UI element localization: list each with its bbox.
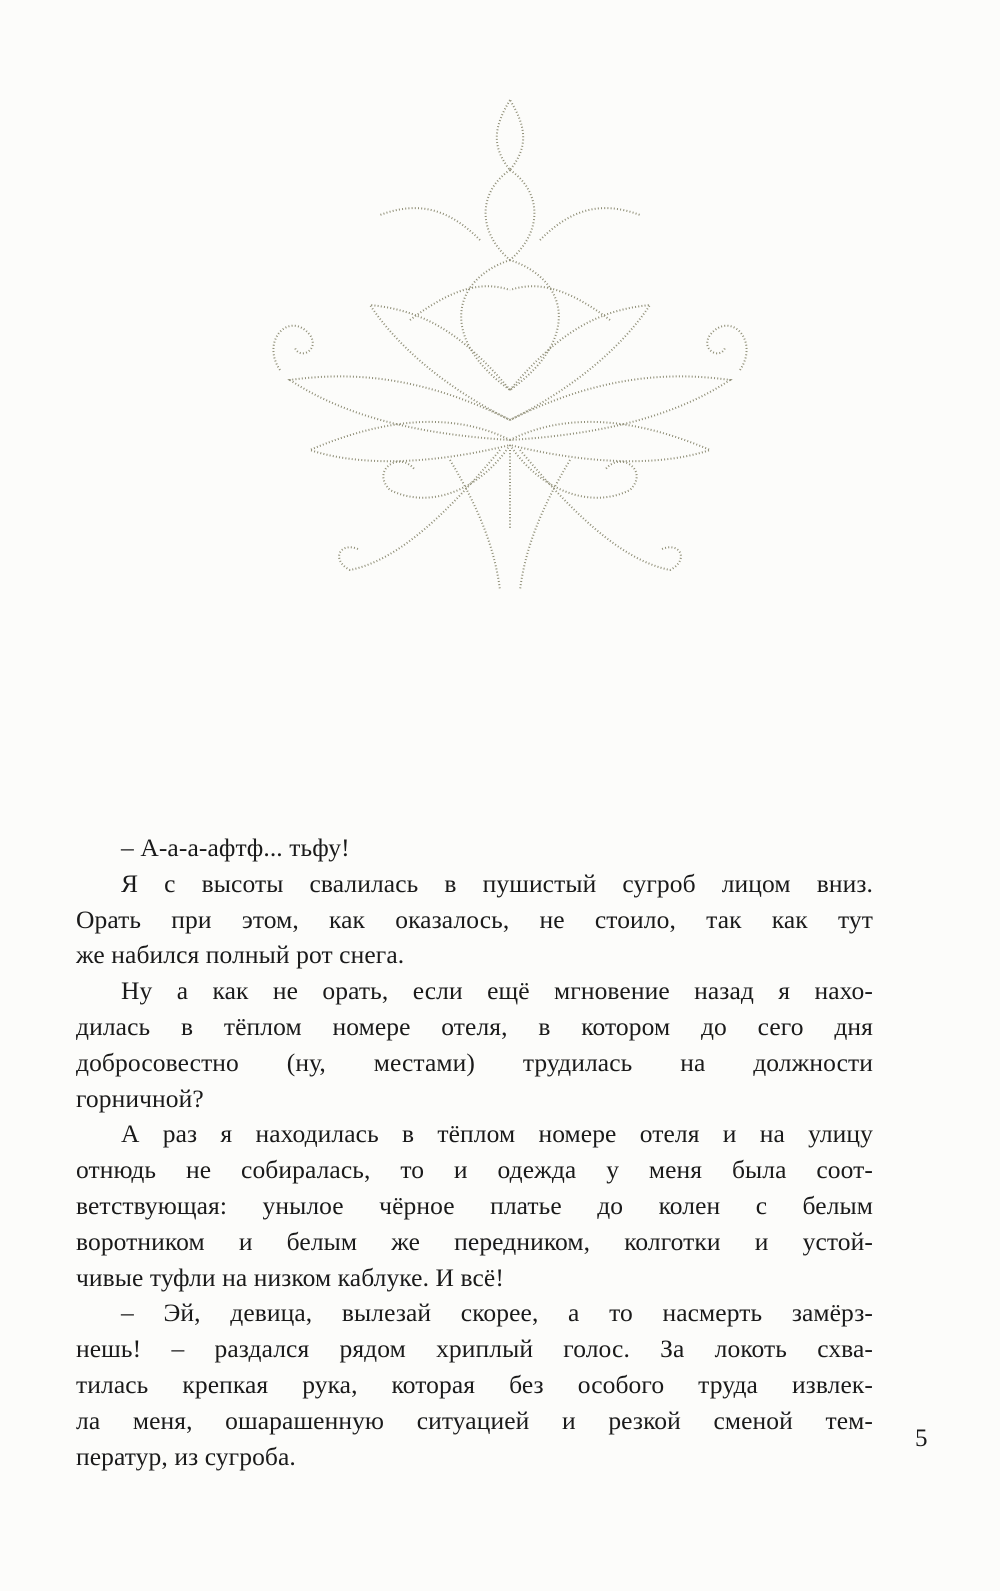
body-text	[76, 830, 873, 1474]
text-line: Я с высоты свалилась в пушистый сугроб лицом вниз.	[121, 868, 873, 898]
text-line: Орать при этом, как оказалось, не стоило, так как тут	[76, 904, 873, 934]
text-line: горничной?	[76, 1083, 204, 1113]
text-line: отнюдь не собиралась, то и одежда у меня была соот-	[76, 1155, 873, 1185]
page-number: 5	[915, 1425, 928, 1452]
text-line: – А-а-а-афтф... тьфу!	[121, 833, 350, 862]
text-line: чивые туфли на низком каблуке. И всё!	[76, 1262, 504, 1292]
text-line: тилась крепкая рука, которая без особого труда извлек-	[76, 1369, 873, 1399]
text-line: А раз я находилась в тёплом номере отеля и на улицу	[121, 1119, 873, 1149]
text-line: нешь! – раздался рядом хриплый голос. За локоть схва-	[76, 1334, 873, 1364]
text-line: ла меня, ошарашенную ситуацией и резкой сменой тем-	[76, 1405, 873, 1435]
text-line: ператур, из сугроба.	[76, 1441, 296, 1471]
text-line: Ну а как не орать, если ещё мгновение назад я нахо-	[121, 976, 873, 1006]
lotus-ornament	[250, 90, 770, 600]
text-line: дилась в тёплом номере отеля, в котором до сего дня	[76, 1011, 873, 1041]
text-line: ветствующая: унылое чёрное платье до колен с белым	[76, 1190, 873, 1220]
text-line: добросовестно (ну, местами) трудилась на должности	[76, 1047, 873, 1077]
text-line: воротником и белым же передником, колготки и устой-	[76, 1226, 873, 1256]
text-line: – Эй, девица, вылезай скорее, а то насмерть замёрз-	[121, 1298, 873, 1328]
text-line: же набился полный рот снега.	[76, 940, 405, 970]
